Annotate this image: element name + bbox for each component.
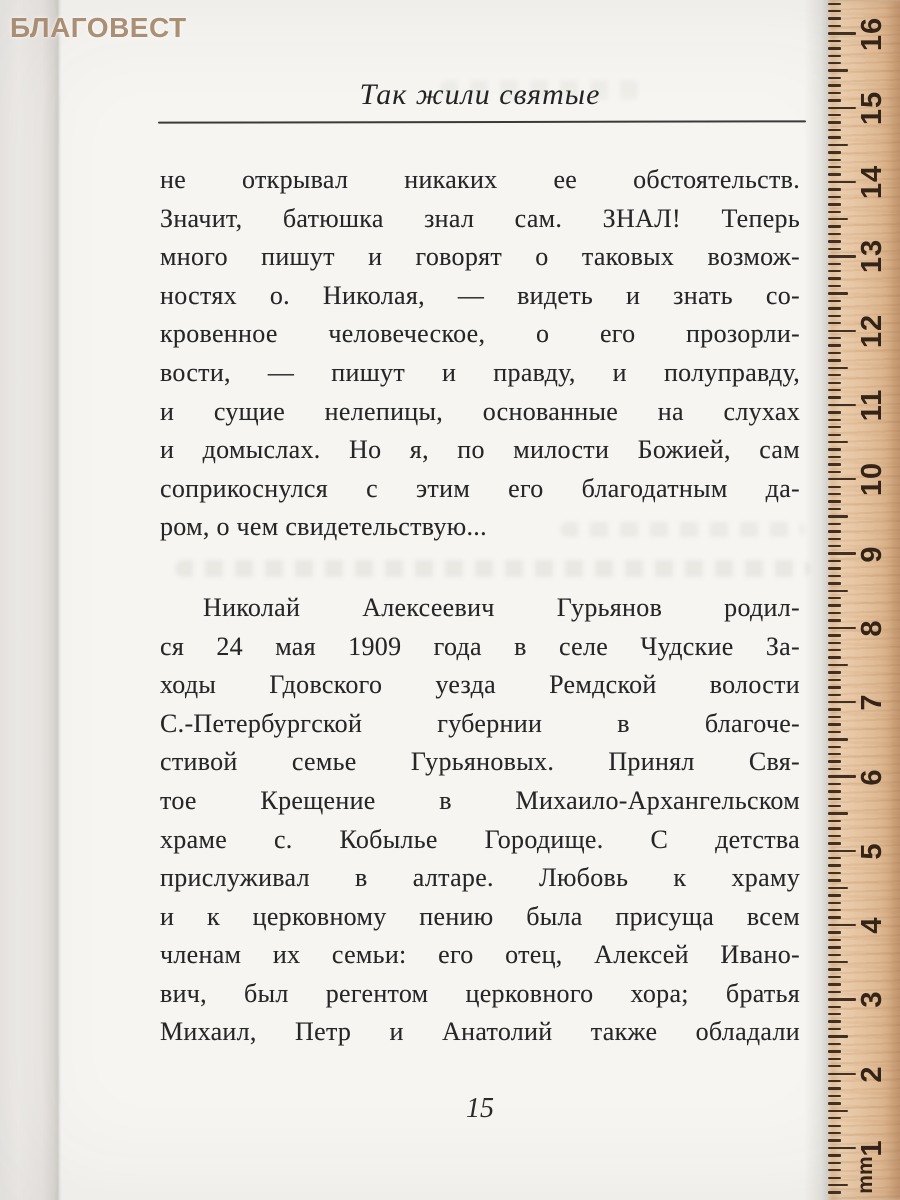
ruler-tick bbox=[828, 991, 841, 993]
ruler-tick bbox=[828, 902, 841, 904]
ruler-number: 11 bbox=[856, 388, 888, 422]
ruler-tick bbox=[828, 25, 841, 27]
ruler-tick bbox=[828, 961, 848, 963]
body-text bbox=[160, 161, 800, 1052]
ruler-tick bbox=[828, 1125, 841, 1127]
ruler-tick bbox=[828, 850, 856, 852]
ruler-tick bbox=[828, 1050, 841, 1052]
ruler-tick bbox=[828, 1154, 841, 1156]
ruler-tick bbox=[828, 500, 841, 502]
ruler-tick bbox=[828, 582, 841, 584]
ruler-tick bbox=[828, 300, 841, 302]
ruler-number: 7 bbox=[856, 693, 888, 711]
text-line: храме с. Кобылье Городище. С детства bbox=[160, 824, 800, 854]
ruler-tick bbox=[828, 114, 841, 116]
ruler-tick bbox=[828, 679, 841, 681]
ruler-tick bbox=[828, 523, 841, 525]
ruler-tick bbox=[828, 359, 841, 361]
ruler-tick bbox=[828, 32, 856, 34]
ruler-number: 4 bbox=[856, 916, 888, 934]
ruler-tick bbox=[828, 225, 841, 227]
ruler-tick bbox=[828, 538, 841, 540]
ruler-tick bbox=[828, 218, 848, 220]
ruler-tick bbox=[828, 188, 841, 190]
ruler-tick bbox=[828, 805, 841, 807]
ruler-tick bbox=[828, 1191, 841, 1193]
ruler-tick bbox=[828, 1184, 848, 1186]
ruler-tick bbox=[828, 17, 841, 19]
brand-watermark: БЛАГОВЕСТ bbox=[10, 12, 187, 43]
ruler-tick bbox=[828, 612, 841, 614]
text-line: Николай Алексеевич Гурьянов родил- bbox=[203, 592, 800, 622]
ruler-number: 15 bbox=[856, 90, 888, 125]
ruler-tick bbox=[828, 708, 841, 710]
ruler-tick bbox=[828, 1177, 841, 1179]
ruler-tick bbox=[828, 337, 841, 339]
ruler-tick bbox=[828, 939, 841, 941]
ruler-tick bbox=[828, 894, 841, 896]
ruler-number: 5 bbox=[856, 842, 888, 860]
ruler-number: 9 bbox=[856, 545, 888, 563]
ruler-tick bbox=[828, 976, 841, 978]
ruler-tick bbox=[828, 627, 856, 629]
ruler-tick bbox=[828, 419, 841, 421]
text-line: прислуживал в алтаре. Любовь к храму bbox=[160, 863, 800, 893]
text-line: ся 24 мая 1909 года в селе Чудские За- bbox=[160, 631, 800, 661]
text-line: соприкоснулся с этим его благодатным да- bbox=[160, 473, 800, 503]
ruler-tick bbox=[828, 307, 841, 309]
ruler-tick bbox=[828, 382, 841, 384]
text-line: и домыслах. Но я, по милости Божией, сам bbox=[160, 435, 800, 465]
ruler-tick bbox=[828, 47, 841, 49]
ruler-tick bbox=[828, 129, 841, 131]
ruler-tick bbox=[828, 642, 841, 644]
ruler-tick bbox=[828, 738, 848, 740]
ruler-tick bbox=[828, 1132, 841, 1134]
ruler-tick bbox=[828, 151, 841, 153]
ruler-tick bbox=[828, 701, 856, 703]
text-line: вич, был регентом церковного хора; братья bbox=[160, 978, 800, 1008]
ruler-number: 16 bbox=[856, 16, 888, 51]
ruler-tick bbox=[828, 954, 841, 956]
ruler-tick bbox=[828, 619, 841, 621]
ruler-tick bbox=[828, 812, 848, 814]
ruler-tick bbox=[828, 1028, 841, 1030]
ruler-tick bbox=[828, 746, 841, 748]
text-line: членам их семьи: его отец, Алексей Ивано- bbox=[160, 940, 800, 970]
ruler-tick bbox=[828, 240, 841, 242]
ruler-tick bbox=[828, 731, 841, 733]
ruler-unit-label: mm bbox=[854, 1156, 877, 1194]
ruler-tick bbox=[828, 84, 841, 86]
ruler-tick bbox=[828, 1087, 841, 1089]
ruler-tick bbox=[828, 136, 841, 138]
ruler-tick bbox=[828, 270, 841, 272]
ruler-tick bbox=[828, 530, 841, 532]
ruler-tick bbox=[828, 508, 841, 510]
ruler-tick bbox=[828, 463, 841, 465]
ruler-tick bbox=[828, 820, 841, 822]
ruler-tick bbox=[828, 1139, 841, 1141]
ruler-tick bbox=[828, 686, 841, 688]
ruler-tick bbox=[828, 567, 841, 569]
ruler-tick bbox=[828, 879, 841, 881]
ruler-tick bbox=[828, 1013, 841, 1015]
ruler-tick bbox=[828, 827, 841, 829]
ruler-tick bbox=[828, 1035, 848, 1037]
text-line: С.-Петербургской губернии в благоче- bbox=[160, 708, 800, 738]
ruler-tick bbox=[828, 1169, 841, 1171]
ruler-tick bbox=[828, 426, 841, 428]
ruler-tick bbox=[828, 107, 856, 109]
ruler-tick bbox=[828, 694, 841, 696]
text-line: стивой семье Гурьяновых. Принял Свя- bbox=[160, 747, 800, 777]
ruler-tick bbox=[828, 783, 841, 785]
ruler-tick bbox=[828, 166, 841, 168]
ruler-tick bbox=[828, 887, 848, 889]
ruler-tick bbox=[828, 723, 841, 725]
page-number: 15 bbox=[466, 1093, 494, 1124]
ruler-tick bbox=[828, 69, 848, 71]
ruler-tick bbox=[828, 77, 841, 79]
ruler-tick bbox=[828, 352, 841, 354]
ruler-number: 13 bbox=[856, 239, 888, 274]
ruler-tick bbox=[828, 263, 841, 265]
ruler-tick bbox=[828, 656, 841, 658]
ruler-tick bbox=[828, 768, 841, 770]
ruler-tick bbox=[828, 716, 841, 718]
ruler-tick bbox=[828, 1080, 841, 1082]
text-line: не открывал никаких ее обстоятельств. bbox=[160, 165, 800, 194]
ruler-tick bbox=[828, 1147, 856, 1149]
ruler-tick bbox=[828, 760, 841, 762]
ruler-tick bbox=[828, 493, 841, 495]
ruler-tick bbox=[828, 1020, 841, 1022]
ruler-tick bbox=[828, 515, 848, 517]
ruler-tick bbox=[828, 456, 841, 458]
ruler-tick bbox=[828, 909, 841, 911]
text-line: Значит, батюшка знал сам. ЗНАЛ! Теперь bbox=[160, 203, 800, 233]
ruler-tick bbox=[828, 121, 841, 123]
ruler-tick bbox=[828, 1102, 841, 1104]
ruler-tick bbox=[828, 92, 841, 94]
ruler-tick bbox=[828, 590, 848, 592]
ruler-tick bbox=[828, 575, 841, 577]
ruler-tick bbox=[828, 315, 841, 317]
ruler-tick bbox=[828, 389, 841, 391]
text-line: тое Крещение в Михаило-Архангельском bbox=[160, 785, 800, 815]
ruler-tick bbox=[828, 842, 841, 844]
ruler-tick bbox=[828, 233, 841, 235]
ruler-tick bbox=[828, 344, 841, 346]
ruler-tick bbox=[828, 1065, 841, 1067]
ruler-tick bbox=[828, 545, 841, 547]
header-divider bbox=[158, 120, 806, 123]
ruler-tick bbox=[828, 404, 856, 406]
ruler-tick bbox=[828, 434, 841, 436]
ruler-tick bbox=[828, 1162, 841, 1164]
ruler-tick bbox=[828, 99, 841, 101]
ruler-tick bbox=[828, 471, 841, 473]
ruler-tick bbox=[828, 552, 856, 554]
ruler-tick bbox=[828, 649, 841, 651]
text-line: ходы Гдовского уезда Ремдской волости bbox=[160, 670, 800, 700]
ruler-tick bbox=[828, 753, 841, 755]
text-line: кровенное человеческое, о его прозорли- bbox=[160, 319, 800, 349]
ruler-tick bbox=[828, 790, 841, 792]
ruler-tick bbox=[828, 857, 841, 859]
text-line: вости, — пишут и правду, и полуправду, bbox=[160, 357, 800, 387]
ruler-tick bbox=[828, 203, 841, 205]
ruler-tick bbox=[828, 173, 841, 175]
paragraph bbox=[160, 161, 800, 547]
ruler-tick bbox=[828, 968, 841, 970]
ruler-tick bbox=[828, 634, 841, 636]
text-line: и к церковному пению была присуща всем bbox=[160, 901, 800, 931]
ruler-tick bbox=[828, 159, 841, 161]
ruler-tick bbox=[828, 560, 841, 562]
ruler-tick bbox=[828, 285, 841, 287]
ruler-tick bbox=[828, 196, 841, 198]
ruler-tick bbox=[828, 924, 856, 926]
ruler-number: 3 bbox=[856, 990, 888, 1008]
ruler-tick bbox=[828, 604, 841, 606]
ruler-tick bbox=[828, 1095, 841, 1097]
ruler-number: 10 bbox=[856, 462, 888, 497]
ruler-tick bbox=[828, 255, 856, 257]
ruler-tick bbox=[828, 486, 841, 488]
ruler-tick bbox=[828, 1110, 848, 1112]
ruler-tick bbox=[828, 478, 856, 480]
ruler-tick bbox=[828, 916, 841, 918]
ruler-tick bbox=[828, 322, 841, 324]
text-line: Михаил, Петр и Анатолий также обладали bbox=[160, 1017, 800, 1047]
ruler-number: 6 bbox=[856, 767, 888, 786]
ruler-tick bbox=[828, 775, 856, 777]
ruler-tick bbox=[828, 3, 841, 5]
page-edge bbox=[0, 0, 62, 1200]
ruler-tick bbox=[828, 277, 841, 279]
ruler-tick bbox=[828, 946, 841, 948]
ruler-tick bbox=[828, 1043, 841, 1045]
ruler-tick bbox=[828, 798, 841, 800]
ruler-tick bbox=[828, 144, 848, 146]
ruler-tick bbox=[828, 835, 841, 837]
ruler-number: 1 bbox=[856, 1139, 888, 1157]
ruler-tick bbox=[828, 664, 848, 666]
paragraph bbox=[160, 589, 800, 1052]
ruler-tick bbox=[828, 931, 841, 933]
ruler-tick bbox=[828, 1058, 841, 1060]
ruler-tick bbox=[828, 864, 841, 866]
ruler-tick bbox=[828, 374, 841, 376]
ruler-tick bbox=[828, 1073, 856, 1075]
text-line: ром, о чем свидетельствую... bbox=[160, 512, 487, 542]
running-head: Так жили святые bbox=[359, 78, 601, 111]
ruler-tick bbox=[828, 411, 841, 413]
ruler-tick bbox=[828, 367, 848, 369]
ruler-tick bbox=[828, 441, 848, 443]
ruler-tick bbox=[828, 211, 841, 213]
ruler-tick bbox=[828, 448, 841, 450]
ruler-number: 8 bbox=[856, 619, 888, 637]
ruler-tick bbox=[828, 983, 841, 985]
ruler-shadow bbox=[804, 0, 828, 1200]
text-line: и сущие нелепицы, основанные на слухах bbox=[160, 396, 800, 426]
ruler bbox=[828, 0, 900, 1200]
ruler-tick bbox=[828, 998, 856, 1000]
ruler-tick bbox=[828, 872, 841, 874]
ruler-number: 12 bbox=[856, 313, 888, 348]
text-line: ностях о. Николая, — видеть и знать со- bbox=[160, 280, 800, 310]
ruler-tick bbox=[828, 181, 856, 183]
ruler-tick bbox=[828, 62, 841, 64]
ruler-tick bbox=[828, 671, 841, 673]
ruler-number: 2 bbox=[856, 1065, 888, 1083]
ruler-number: 14 bbox=[856, 164, 888, 200]
ruler-tick bbox=[828, 40, 841, 42]
ruler-tick bbox=[828, 248, 841, 250]
ruler-tick bbox=[828, 292, 848, 294]
ruler-tick bbox=[828, 1006, 841, 1008]
ruler-tick bbox=[828, 55, 841, 57]
ruler-tick bbox=[828, 330, 856, 332]
ruler-tick bbox=[828, 597, 841, 599]
ruler-tick bbox=[828, 1117, 841, 1119]
text-line: много пишут и говорят о таковых возмож- bbox=[160, 242, 800, 272]
ruler-tick bbox=[828, 10, 841, 12]
ruler-tick bbox=[828, 396, 841, 398]
